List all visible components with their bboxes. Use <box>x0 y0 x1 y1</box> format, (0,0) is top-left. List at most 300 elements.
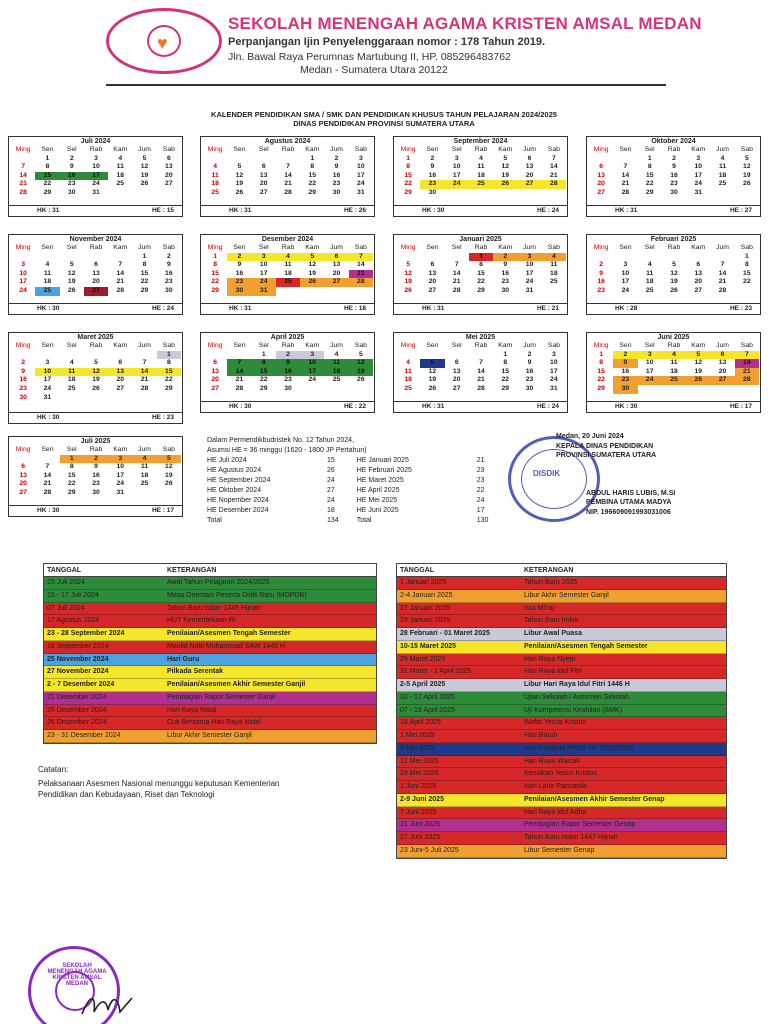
day-header: Jum <box>523 244 536 251</box>
month-hk-he <box>394 205 567 215</box>
day-cell: 22 <box>67 480 76 488</box>
day-cell: 22 <box>645 180 654 188</box>
day-cell: 30 <box>525 384 534 392</box>
day-cell: 9 <box>237 261 242 269</box>
info-label: HE Juli 2024 <box>207 457 247 464</box>
day-header: Sen <box>426 146 439 153</box>
day-cell: 3 <box>252 253 276 262</box>
day-cell: 2 <box>613 351 637 360</box>
day-cell: 10 <box>357 163 365 171</box>
day-cell: 25 <box>718 180 727 188</box>
day-header: Jum <box>138 146 151 153</box>
day-cell: 12 <box>404 269 412 277</box>
day-cell: 23 <box>525 376 534 384</box>
day-cell: 15 <box>645 171 654 179</box>
day-cell: 25 <box>404 384 412 392</box>
day-cell <box>662 253 686 262</box>
month-calendar <box>200 136 375 217</box>
day-cell: 11 <box>140 463 149 471</box>
day-header: Jum <box>716 342 729 349</box>
day-cell: 27 <box>428 286 437 294</box>
day-cell: 2 <box>430 154 435 162</box>
day-header: Jum <box>523 342 536 349</box>
day-cell: 9 <box>21 367 26 375</box>
day-header: Jum <box>716 146 729 153</box>
events-header-desc: KETERANGAN <box>167 567 217 574</box>
info-value: 23 <box>476 477 485 484</box>
day-header: Sel <box>451 244 462 251</box>
day-cell: 4 <box>662 351 686 360</box>
day-cell: 23 <box>67 180 76 188</box>
month-calendar <box>393 332 568 413</box>
day-cell: 17 <box>452 171 461 179</box>
info-label: Total <box>356 517 372 524</box>
day-cell: 1 <box>157 351 181 360</box>
hk-count: HK : 31 <box>229 305 252 312</box>
day-cell <box>252 155 276 164</box>
day-cell: 4 <box>406 359 411 367</box>
day-cell: 7 <box>735 351 759 360</box>
event-desc: Hari Raya Nyepi <box>524 655 575 663</box>
day-cell: 18 <box>718 171 727 179</box>
day-cell: 6 <box>118 359 123 367</box>
day-header: Sel <box>66 146 77 153</box>
event-row <box>397 730 726 743</box>
day-cell: 11 <box>646 269 654 277</box>
day-cell: 25 <box>645 286 654 294</box>
day-cell: 10 <box>621 269 630 277</box>
event-row <box>44 666 376 679</box>
info-value: 24 <box>476 497 485 504</box>
day-cell: 26 <box>357 376 365 384</box>
day-cell: 2 <box>166 252 171 260</box>
day-header: Sen <box>41 342 54 349</box>
event-row <box>397 807 726 820</box>
day-header: Jum <box>138 446 151 453</box>
info-value: 130 <box>476 517 489 524</box>
day-cell: 23 <box>284 376 292 384</box>
event-row <box>44 692 376 705</box>
day-header: Kam <box>113 342 128 349</box>
day-cell: 10 <box>525 261 534 269</box>
day-cell: 3 <box>358 154 363 162</box>
day-cell: 31 <box>92 188 100 196</box>
day-cell: 26 <box>670 286 678 294</box>
day-cell: 1 <box>647 154 652 162</box>
day-cell: 18 <box>550 269 558 277</box>
seal-text: SEKOLAH MENENGAH AGAMA KRISTEN AMSAL MEDAN <box>47 963 107 987</box>
day-header: Ming <box>207 244 223 251</box>
day-header: Sab <box>162 146 175 153</box>
day-cell: 13 <box>259 171 268 179</box>
day-cell: 26 <box>743 180 751 188</box>
day-cell: 17 <box>694 171 703 179</box>
event-row <box>397 819 726 832</box>
day-cell: 5 <box>686 351 710 360</box>
school-name: SEKOLAH MENENGAH AGAMA KRISTEN AMSAL MEDAN <box>228 14 702 33</box>
day-cell: 28 <box>542 180 566 189</box>
events-header <box>397 564 726 577</box>
day-cell: 30 <box>227 287 251 296</box>
day-cell: 9 <box>672 163 676 171</box>
day-cell <box>11 155 35 164</box>
day-cell: 27 <box>597 188 605 196</box>
hk-count: HK : 31 <box>422 305 445 312</box>
day-cell: 14 <box>43 471 52 479</box>
day-cell: 5 <box>672 261 676 269</box>
day-cell: 8 <box>647 163 652 171</box>
day-cell: 27 <box>517 180 541 189</box>
day-cell: 10 <box>92 163 100 171</box>
day-header: Kam <box>498 146 513 153</box>
he-count: HE : 23 <box>729 305 752 312</box>
day-cell: 20 <box>597 180 605 188</box>
day-cell: 29 <box>67 488 76 496</box>
calendar-subtitle: DINAS PENDIDIKAN PROVINSI SUMATERA UTARA <box>293 119 475 128</box>
day-cell <box>35 351 59 360</box>
he-count: HE : 24 <box>536 403 559 410</box>
day-cell: 21 <box>718 278 727 286</box>
day-cell: 6 <box>696 261 701 269</box>
events-header-date: TANGGAL <box>47 567 82 574</box>
day-cell: 15 <box>308 171 317 179</box>
day-cell: 13 <box>452 367 461 375</box>
day-cell <box>469 189 493 198</box>
day-cell: 15 <box>743 269 751 277</box>
day-cell: 6 <box>454 359 459 367</box>
day-cell: 2 <box>276 351 300 360</box>
day-cell: 19 <box>67 278 76 286</box>
calendar-title: KALENDER PENDIDIKAN SMA / SMK DAN PENDIDIKAN KHUSUS TAHUN PELAJARAN 2024/2025 <box>211 110 557 119</box>
day-cell: 15 <box>211 269 219 277</box>
day-header: Jum <box>330 342 343 349</box>
day-header: Rab <box>474 146 488 153</box>
day-cell: 19 <box>501 171 510 179</box>
day-cell: 4 <box>276 253 300 262</box>
day-header: Kam <box>691 342 706 349</box>
sign-title-1: KEPALA DINAS PENDIDIKAN <box>556 442 654 450</box>
day-cell: 6 <box>213 359 218 367</box>
day-cell: 16 <box>60 172 84 181</box>
he-count: HE : 21 <box>536 305 559 312</box>
event-date: 29 Mei 2025 <box>400 770 439 778</box>
day-cell: 23 <box>332 180 341 188</box>
day-cell <box>710 189 734 198</box>
day-cell: 23 <box>670 180 678 188</box>
day-cell: 1 <box>599 350 604 358</box>
event-desc: Hari Guru <box>167 655 200 663</box>
event-desc: Hari Raya Idul Adha <box>524 808 587 816</box>
month-calendar <box>586 332 761 413</box>
day-header: Sel <box>66 244 77 251</box>
day-cell: 4 <box>213 163 218 171</box>
event-desc: Hari Buruh <box>524 732 558 739</box>
day-cell <box>469 351 493 360</box>
day-cell: 21 <box>284 180 292 188</box>
day-cell: 28 <box>477 384 485 392</box>
day-cell: 9 <box>503 261 508 269</box>
day-header: Sab <box>547 146 560 153</box>
day-cell <box>84 253 108 262</box>
day-cell: 26 <box>140 180 149 188</box>
day-cell <box>132 394 156 403</box>
day-cell: 26 <box>428 384 437 392</box>
day-cell <box>589 155 613 164</box>
event-date: 27 November 2024 <box>47 668 109 676</box>
day-cell: 5 <box>237 163 242 171</box>
day-cell: 28 <box>284 188 292 196</box>
day-cell: 7 <box>479 359 483 367</box>
event-desc: Wafat Yesus Kristus <box>524 719 586 727</box>
day-cell: 12 <box>165 463 173 471</box>
day-cell <box>493 189 517 198</box>
info-label: HE Maret 2025 <box>356 477 404 484</box>
day-cell: 3 <box>551 350 556 358</box>
day-cell: 24 <box>638 376 662 385</box>
day-cell: 10 <box>645 359 654 367</box>
day-cell <box>35 455 59 464</box>
day-cell: 28 <box>621 188 630 196</box>
day-cell: 7 <box>45 463 50 471</box>
info-row <box>207 496 339 506</box>
day-cell: 15 <box>252 368 276 377</box>
day-cell: 14 <box>452 269 461 277</box>
event-row <box>44 628 376 641</box>
day-cell: 27 <box>19 488 27 496</box>
day-cell: 21 <box>550 171 558 179</box>
day-cell: 27 <box>324 278 348 287</box>
day-header: Sab <box>547 342 560 349</box>
day-header: Ming <box>15 446 31 453</box>
day-cell: 20 <box>525 171 534 179</box>
day-cell: 9 <box>430 163 435 171</box>
day-cell: 6 <box>324 253 348 262</box>
stamp-text: DISDIK <box>533 469 561 478</box>
day-header: Kam <box>305 342 320 349</box>
day-cell: 14 <box>357 261 365 269</box>
day-cell: 13 <box>694 269 703 277</box>
day-header: Ming <box>593 244 609 251</box>
day-cell: 30 <box>670 188 678 196</box>
day-cell: 22 <box>308 180 317 188</box>
info-row <box>207 506 339 516</box>
info-value: 27 <box>327 487 335 494</box>
day-header: Sel <box>258 342 269 349</box>
day-cell: 10 <box>694 163 703 171</box>
info-label: HE Januari 2025 <box>356 457 409 464</box>
day-cell: 14 <box>132 368 156 377</box>
event-row <box>397 628 726 641</box>
events-header-desc: KETERANGAN <box>524 567 574 574</box>
day-cell <box>276 287 300 296</box>
day-header: Rab <box>89 342 103 349</box>
day-cell: 5 <box>744 154 749 162</box>
sign-title-2: PROVINSI SUMATERA UTARA <box>556 452 657 459</box>
event-row <box>397 666 726 679</box>
day-cell: 20 <box>116 376 125 384</box>
info-right-column <box>357 456 489 526</box>
event-desc: Maulid Nabi Muhammad SAW 1445 H <box>167 642 286 650</box>
event-desc: Cuti Bersama Hari Raya Natal <box>167 719 261 727</box>
event-row <box>44 615 376 628</box>
day-cell: 20 <box>452 376 461 384</box>
day-cell: 6 <box>166 154 171 162</box>
day-header: Sen <box>619 342 632 349</box>
day-cell <box>324 287 348 296</box>
event-row <box>397 654 726 667</box>
signature-block <box>556 432 675 517</box>
events-table-right <box>396 563 727 859</box>
day-cell: 12 <box>349 359 373 368</box>
event-desc: Hari Raya Idul Fitri <box>524 668 582 676</box>
day-cell: 15 <box>477 269 485 277</box>
day-cell: 8 <box>744 261 749 269</box>
hk-count: HK : 30 <box>229 403 252 410</box>
day-cell: 21 <box>735 368 759 377</box>
day-cell: 13 <box>92 269 100 277</box>
day-cell: 21 <box>452 278 461 286</box>
day-cell: 9 <box>94 463 98 471</box>
day-cell: 21 <box>43 480 52 488</box>
permit-line: Perpanjangan Ijin Penyelenggaraan nomor : 178 Tahun 2019. <box>228 36 546 48</box>
he-count: HE : 17 <box>729 403 752 410</box>
day-cell <box>445 189 469 198</box>
day-header: Sen <box>426 342 439 349</box>
day-cell: 15 <box>404 171 412 179</box>
event-row <box>397 590 726 603</box>
day-cell: 20 <box>428 278 437 286</box>
event-desc: Pilkada Serentak <box>167 668 224 676</box>
hk-count: HK : 31 <box>37 207 60 214</box>
info-row <box>357 456 489 466</box>
day-header: Sen <box>41 244 54 251</box>
day-cell: 11 <box>60 368 84 377</box>
event-date: 18 April 2025 <box>400 719 441 727</box>
day-cell: 25 <box>116 180 125 188</box>
day-cell: 17 <box>84 172 108 181</box>
day-cell: 31 <box>525 286 534 294</box>
event-desc: Isra Mi'raj <box>524 604 555 612</box>
day-cell: 11 <box>116 163 124 171</box>
month-day-grid <box>396 244 566 296</box>
month-name: Agustus 2024 <box>264 138 311 145</box>
he-count: HE : 15 <box>151 207 174 214</box>
day-cell: 28 <box>349 278 373 287</box>
month-name: Juli 2024 <box>80 138 111 145</box>
day-header: Rab <box>667 146 681 153</box>
day-cell: 25 <box>469 180 493 189</box>
day-cell: 8 <box>142 261 147 269</box>
day-cell: 29 <box>43 188 52 196</box>
he-count: HE : 23 <box>151 414 174 421</box>
info-value: 24 <box>327 497 335 504</box>
day-cell: 27 <box>694 286 703 294</box>
day-cell: 31 <box>252 287 276 296</box>
day-cell: 24 <box>92 180 100 188</box>
day-cell: 6 <box>527 154 532 162</box>
day-cell: 26 <box>493 180 517 189</box>
day-cell <box>613 155 637 164</box>
event-date: 07 Juli 2024 <box>47 604 85 612</box>
day-cell <box>420 253 444 262</box>
day-cell: 29 <box>404 188 412 196</box>
address-line-1: Jln. Bawal Raya Perumnas Martubung II, HP. 085296483762 <box>228 51 511 63</box>
day-cell: 27 <box>452 384 461 392</box>
day-cell: 1 <box>45 154 50 162</box>
day-cell: 8 <box>166 359 171 367</box>
day-cell: 27 <box>259 188 268 196</box>
day-cell: 25 <box>332 376 341 384</box>
event-desc: Tahun Baru Imlek <box>524 617 579 625</box>
day-header: Sab <box>740 146 753 153</box>
day-cell: 20 <box>19 480 27 488</box>
event-row <box>44 679 376 692</box>
day-cell: 9 <box>166 261 171 269</box>
info-value: 21 <box>476 457 485 464</box>
day-cell: 30 <box>501 286 510 294</box>
day-header: Ming <box>400 244 416 251</box>
day-cell: 8 <box>503 359 508 367</box>
day-cell: 10 <box>259 261 268 269</box>
day-cell <box>35 253 59 262</box>
he-count: HE : 26 <box>343 207 366 214</box>
day-cell: 14 <box>19 171 27 179</box>
event-date: 29 Maret 2025 <box>400 655 446 663</box>
day-header: Sel <box>66 446 77 453</box>
day-cell: 15 <box>501 367 510 375</box>
day-cell: 22 <box>165 376 173 384</box>
event-date: 31 Maret - 1 April 2025 <box>400 668 471 676</box>
info-row <box>357 466 489 476</box>
day-cell <box>132 189 156 198</box>
day-cell: 11 <box>404 367 412 375</box>
month-hk-he <box>587 205 760 215</box>
day-cell: 12 <box>235 171 244 179</box>
day-cell: 28 <box>735 376 759 385</box>
day-cell: 18 <box>645 278 654 286</box>
notes-title: Catatan: <box>38 765 69 774</box>
day-cell: 9 <box>599 269 604 277</box>
day-cell: 4 <box>647 261 652 269</box>
day-cell: 11 <box>43 269 52 277</box>
day-cell: 10 <box>19 269 27 277</box>
day-cell: 20 <box>165 171 173 179</box>
day-cell: 9 <box>613 359 637 368</box>
day-header: Rab <box>667 342 681 349</box>
day-cell: 20 <box>694 278 703 286</box>
day-cell: 23 <box>613 376 637 385</box>
month-name: November 2024 <box>69 236 122 243</box>
day-cell: 14 <box>284 171 292 179</box>
day-header: Sab <box>740 342 753 349</box>
day-cell: 6 <box>21 463 26 471</box>
day-cell: 21 <box>621 180 630 188</box>
day-cell: 3 <box>623 261 628 269</box>
day-cell: 6 <box>599 163 604 171</box>
day-cell: 29 <box>597 384 605 392</box>
event-desc: Libur Akhir Semester Ganjil <box>167 732 252 739</box>
event-desc: Kenaikan Yesus Kristus <box>524 770 598 778</box>
event-date: 27 Juni 2025 <box>400 834 441 841</box>
day-cell: 27 <box>84 287 108 296</box>
day-header: Sen <box>41 446 54 453</box>
day-header: Ming <box>593 342 609 349</box>
day-cell: 7 <box>118 261 123 269</box>
day-cell <box>349 385 373 394</box>
day-header: Rab <box>667 244 681 251</box>
day-cell: 12 <box>670 269 678 277</box>
day-cell: 29 <box>211 286 219 294</box>
